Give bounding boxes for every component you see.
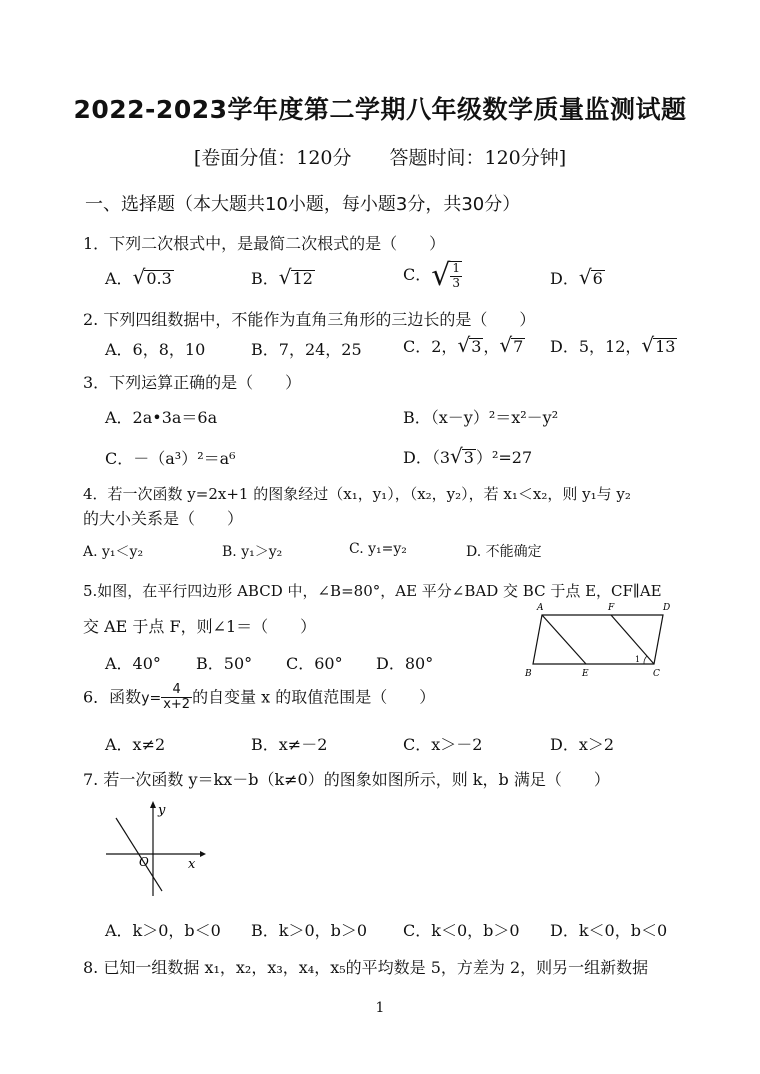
- q4-option-d: D. 不能确定: [466, 544, 542, 560]
- option-label: D．: [550, 269, 579, 288]
- q5-option-b: B．50°: [196, 654, 253, 673]
- question-1-stem: 1．下列二次根式中，是最简二次根式的是（ ）: [83, 234, 446, 253]
- q2-option-b: B．7，24，25: [251, 340, 362, 359]
- q3-option-b: B．（x－y）²＝x²－y²: [403, 408, 559, 427]
- q5-option-c: C．60°: [286, 654, 343, 673]
- option-text: D．5，12，: [550, 337, 642, 356]
- question-4-stem: 4．若一次函数 y=2x+1 的图象经过（x₁，y₁），（x₂，y₂），若 x₁＜x₂，则 y₁与 y₂: [83, 485, 631, 503]
- label-c: C: [653, 669, 660, 679]
- question-7-stem: 7. 若一次函数 y＝kx－b（k≠0）的图象如图所示，则 k，b 满足（ ）: [83, 770, 610, 789]
- radicand: 7: [513, 337, 524, 356]
- radicand: 12: [292, 269, 313, 288]
- option-text: ）²=27: [475, 448, 533, 467]
- exam-info: [卷面分值：120分 答题时间：120分钟]: [193, 147, 567, 169]
- page-number: 1: [375, 1000, 385, 1016]
- x-axis-arrow-icon: [200, 851, 206, 857]
- stem-text: 的自变量 x 的取值范围是（ ）: [192, 687, 436, 707]
- sqrt-icon: √: [578, 265, 592, 289]
- option-text: D．（3: [403, 448, 451, 467]
- segment-cf: [611, 615, 654, 664]
- q7-option-d: D．k＜0，b＜0: [550, 921, 668, 940]
- question-5-stem: 5.如图，在平行四边形 ABCD 中，∠B=80°，AE 平分∠BAD 交 BC 于点 E，CF∥AE: [83, 582, 662, 600]
- question-8-stem: 8. 已知一组数据 x₁，x₂，x₃，x₄，x₅的平均数是 5，方差为 2，则另一组新数据: [83, 958, 649, 977]
- q2-option-d: [550, 333, 677, 357]
- section-heading: 一、选择题（本大题共10小题，每小题3分，共30分）: [85, 194, 521, 215]
- sqrt-icon: √: [641, 333, 655, 357]
- fraction: [450, 261, 462, 289]
- x-axis-label: x: [188, 857, 196, 872]
- question-5-stem-cont: 交 AE 于点 F，则∠1＝（ ）: [83, 617, 317, 636]
- q1-option-a: [105, 265, 174, 289]
- q6-option-c: C．x＞－2: [403, 735, 483, 754]
- sqrt-icon: √: [457, 333, 471, 357]
- linear-graph-figure: [100, 798, 210, 900]
- q2-option-c: [403, 333, 525, 357]
- denominator: 3: [452, 275, 461, 290]
- segment-ae: [542, 615, 586, 664]
- origin-label: O: [139, 855, 149, 869]
- separator: ，: [483, 337, 500, 356]
- q7-option-c: C．k＜0，b＞0: [403, 921, 520, 940]
- sqrt-icon: √: [450, 444, 463, 468]
- q3-option-d: [403, 444, 532, 468]
- radicand: 0.3: [146, 269, 172, 288]
- question-4-stem-cont: 的大小关系是（ ）: [83, 509, 244, 528]
- sqrt-icon: √: [431, 258, 451, 293]
- question-6-stem: [83, 683, 435, 713]
- label-b: B: [525, 669, 532, 679]
- label-a: A: [537, 603, 544, 613]
- sqrt-icon: √: [132, 265, 146, 289]
- numerator: 4: [161, 683, 192, 698]
- q1-option-b: [251, 265, 315, 289]
- q5-option-a: A．40°: [105, 654, 161, 673]
- angle-arc: [644, 656, 647, 664]
- label-d: D: [663, 603, 671, 613]
- q7-option-b: B．k＞0，b＞0: [251, 921, 368, 940]
- radicand: 3: [471, 337, 482, 356]
- question-2-stem: 2. 下列四组数据中，不能作为直角三角形的三边长的是（ ）: [83, 310, 536, 329]
- q5-option-d: D．80°: [376, 654, 434, 673]
- fraction: [161, 683, 192, 713]
- radicand: 13: [655, 337, 676, 356]
- radicand: 6: [592, 269, 603, 288]
- option-text: C．2，: [403, 337, 458, 356]
- stem-text: 6．函数: [83, 687, 142, 707]
- option-label: A．: [105, 269, 133, 288]
- q6-option-d: D．x＞2: [550, 735, 615, 754]
- parallelogram-figure: [520, 600, 690, 682]
- q1-option-d: [550, 265, 605, 289]
- y-axis-arrow-icon: [150, 801, 156, 808]
- denominator: x+2: [163, 697, 191, 713]
- q7-option-a: A．k＞0，b＜0: [105, 921, 221, 940]
- q3-option-a: A．2a•3a＝6a: [105, 408, 218, 427]
- numerator: 1: [452, 261, 461, 276]
- q4-option-b: B. y₁＞y₂: [222, 544, 283, 560]
- q6-option-a: A．x≠2: [105, 735, 166, 754]
- sqrt-icon: √: [278, 265, 292, 289]
- option-label: C．: [403, 265, 432, 284]
- option-label: B．: [251, 269, 279, 288]
- label-f: F: [608, 603, 615, 613]
- q4-option-c: C. y₁=y₂: [349, 541, 407, 557]
- radicand: 3: [463, 448, 474, 467]
- q4-option-a: A. y₁＜y₂: [83, 544, 144, 560]
- function-name: y=: [141, 690, 162, 707]
- q3-option-c: C．－（a³）²＝a⁶: [105, 449, 236, 468]
- q1-option-c: [403, 258, 462, 293]
- label-e: E: [582, 669, 589, 679]
- sqrt-icon: √: [499, 333, 513, 357]
- y-axis-label: y: [158, 803, 166, 818]
- page-title: 2022-2023学年度第二学期八年级数学质量监测试题: [73, 95, 687, 124]
- q2-option-a: A．6，8，10: [105, 340, 206, 359]
- question-3-stem: 3．下列运算正确的是（ ）: [83, 373, 302, 392]
- angle-1-label: 1: [635, 655, 641, 664]
- q6-option-b: B．x≠－2: [251, 735, 328, 754]
- parallelogram-abcd: [533, 615, 663, 664]
